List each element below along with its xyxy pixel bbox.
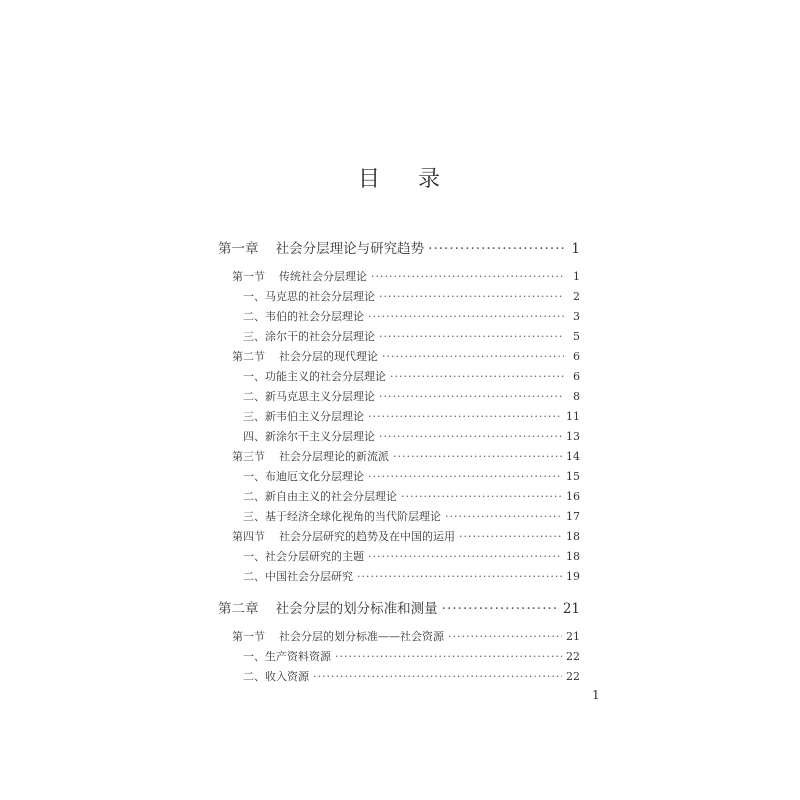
toc-page-number: 5 (573, 330, 580, 343)
toc-section-1-3[interactable] (232, 448, 580, 464)
toc-section-1-2[interactable] (232, 348, 580, 364)
dot-leader (459, 530, 562, 543)
toc-item[interactable] (243, 468, 580, 484)
toc-page-number: 14 (566, 450, 580, 463)
toc-page-number: 3 (573, 310, 580, 323)
toc-item[interactable] (243, 668, 580, 684)
dot-leader (382, 350, 564, 363)
toc-entry-label: 三、涂尔干的社会分层理论 (243, 330, 375, 343)
toc-page-number: 22 (566, 670, 580, 683)
toc-entry-label: 第一章 社会分层理论与研究趋势 (218, 241, 425, 257)
toc-entry-label: 二、收入资源 (243, 670, 309, 683)
toc-section-1-4[interactable] (232, 528, 580, 544)
dot-leader (379, 390, 564, 403)
toc-entry-label: 二、新马克思主义分层理论 (243, 390, 375, 403)
toc-item[interactable] (243, 648, 580, 664)
dot-leader (368, 310, 564, 323)
toc-item[interactable] (243, 328, 580, 344)
page-folio-number: 1 (592, 688, 600, 702)
toc-entry-label: 一、布迪厄文化分层理论 (243, 470, 364, 483)
dot-leader (445, 510, 562, 523)
toc-item[interactable] (243, 428, 580, 444)
toc-item[interactable] (243, 388, 580, 404)
dot-leader (368, 550, 562, 563)
toc-item[interactable] (243, 548, 580, 564)
toc-item[interactable] (243, 508, 580, 524)
toc-page-number: 2 (573, 290, 580, 303)
toc-item[interactable] (243, 368, 580, 384)
toc-title-char-1: 目 (358, 167, 383, 192)
dot-leader (442, 601, 559, 617)
toc-page-number: 21 (562, 601, 580, 617)
toc-item[interactable] (243, 488, 580, 504)
toc-page-number: 15 (566, 470, 580, 483)
dot-leader (448, 630, 562, 643)
dot-leader (379, 290, 564, 303)
toc-entry-label: 三、基于经济全球化视角的当代阶层理论 (243, 510, 441, 523)
toc-page-number: 19 (566, 570, 580, 583)
toc-item[interactable] (243, 568, 580, 584)
toc-page-number: 16 (566, 490, 580, 503)
toc-entry-label: 三、新韦伯主义分层理论 (243, 410, 364, 423)
toc-page-number: 17 (566, 510, 580, 523)
toc-page-number: 13 (566, 430, 580, 443)
toc-item[interactable] (243, 308, 580, 324)
toc-entry-label: 一、马克思的社会分层理论 (243, 290, 375, 303)
toc-page-number: 1 (573, 270, 580, 283)
dot-leader (368, 470, 562, 483)
dot-leader (313, 670, 562, 683)
toc-entry-label: 第一节 社会分层的划分标准——社会资源 (232, 630, 444, 643)
dot-leader (371, 270, 564, 283)
dot-leader (368, 410, 562, 423)
dot-leader (357, 570, 562, 583)
toc-entry-label: 第二节 社会分层的现代理论 (232, 350, 378, 363)
dot-leader (379, 430, 562, 443)
toc-section-1-1[interactable] (232, 268, 580, 284)
toc-page-number: 11 (566, 410, 580, 423)
dot-leader (428, 241, 564, 257)
toc-chapter-2[interactable] (218, 597, 580, 617)
dot-leader (401, 490, 562, 503)
dot-leader (390, 370, 564, 383)
toc-entry-label: 第二章 社会分层的划分标准和测量 (218, 601, 438, 617)
toc-entry-label: 一、生产资料资源 (243, 650, 331, 663)
toc-entry-label: 二、新自由主义的社会分层理论 (243, 490, 397, 503)
dot-leader (379, 330, 564, 343)
toc-section-2-1[interactable] (232, 628, 580, 644)
toc-entry-label: 第三节 社会分层理论的新流派 (232, 450, 389, 463)
toc-entry-label: 第四节 社会分层研究的趋势及在中国的运用 (232, 530, 455, 543)
toc-page-number: 8 (573, 390, 580, 403)
toc-item[interactable] (243, 288, 580, 304)
toc-item[interactable] (243, 408, 580, 424)
toc-entry-label: 二、中国社会分层研究 (243, 570, 353, 583)
toc-page-number: 21 (566, 630, 580, 643)
toc-entry-label: 一、社会分层研究的主题 (243, 550, 364, 563)
toc-page-number: 6 (573, 370, 580, 383)
toc-entry-label: 四、新涂尔干主义分层理论 (243, 430, 375, 443)
toc-page-number: 18 (566, 530, 580, 543)
toc-page-number: 6 (573, 350, 580, 363)
dot-leader (393, 450, 562, 463)
dot-leader (335, 650, 562, 663)
toc-entry-label: 一、功能主义的社会分层理论 (243, 370, 386, 383)
toc-page-number: 18 (566, 550, 580, 563)
toc-title-char-2: 录 (418, 167, 443, 192)
toc-page-number: 1 (571, 241, 580, 257)
toc-entry-label: 第一节 传统社会分层理论 (232, 270, 367, 283)
toc-chapter-1[interactable] (218, 237, 580, 257)
toc-entry-label: 二、韦伯的社会分层理论 (243, 310, 364, 323)
toc-page-number: 22 (566, 650, 580, 663)
